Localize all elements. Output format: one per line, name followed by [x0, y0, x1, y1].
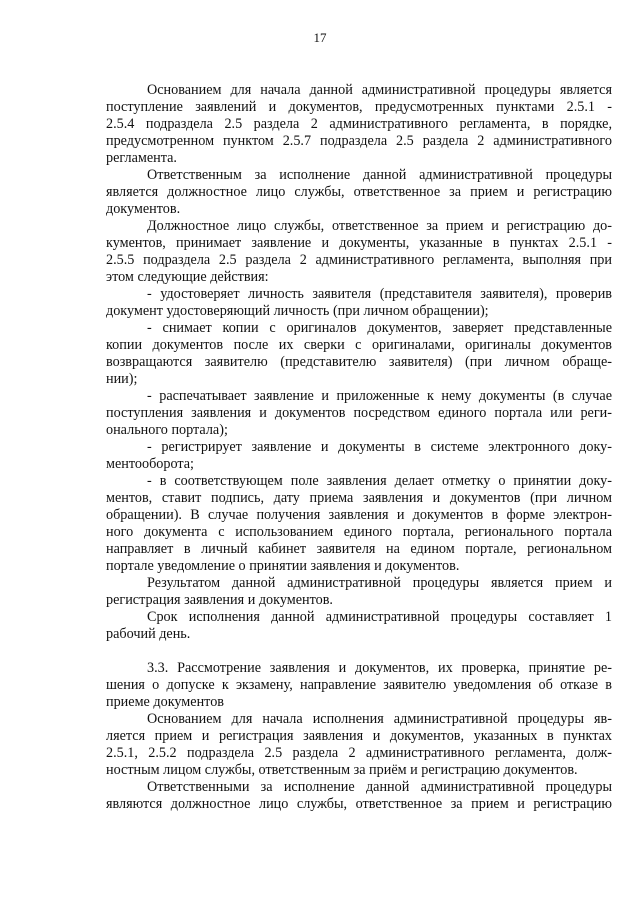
- text-line: регламента.: [106, 150, 177, 166]
- text-line: поступление заявлений и документов, предусмотренных пунктами 2.5.1 -: [106, 99, 612, 115]
- text-line: ностным лицом службы, ответственным за приём и регистрацию документов.: [106, 762, 578, 778]
- text-line: ляется прием и регистрация заявления и документов, указанных в пунктах: [106, 728, 612, 744]
- text-line: Основанием для начала исполнения административной процедуры яв-: [147, 711, 612, 727]
- text-line: ного документа с использованием единого портала, регионального портала: [106, 524, 612, 540]
- text-line: этом следующие действия:: [106, 269, 269, 285]
- list-item-line: - регистрирует заявление и документы в системе электронного доку-: [147, 439, 612, 455]
- text-line: обращении). В случае получения заявления и документов в форме электрон-: [106, 507, 612, 523]
- text-line: поступления заявления и документов посредством единого портала или реги-: [106, 405, 612, 421]
- text-line: регистрация заявления и документов.: [106, 592, 333, 608]
- text-line: кументов, принимает заявление и документы, указанные в пунктах 2.5.1 -: [106, 235, 612, 251]
- text-line: Должностное лицо службы, ответственное за прием и регистрацию до-: [147, 218, 612, 234]
- text-line: рабочий день.: [106, 626, 191, 642]
- text-line: Ответственными за исполнение данной административной процедуры: [147, 779, 612, 795]
- text-line: портале уведомление о принятии заявления и документов.: [106, 558, 460, 574]
- text-line: направляет в личный кабинет заявителя на едином портале, региональном: [106, 541, 612, 557]
- text-line: документов.: [106, 201, 181, 217]
- text-line: является должностное лицо службы, ответственное за прием и регистрацию: [106, 184, 612, 200]
- text-line: копии документов после их сверки с оригиналами, оригиналы документов: [106, 337, 612, 353]
- section-heading-line: шения о допуске к экзамену, направление заявителю уведомления об отказе в: [106, 677, 612, 693]
- section-heading-line: 3.3. Рассмотрение заявления и документов, их проверка, принятие ре-: [147, 660, 612, 676]
- text-line: Результатом данной административной процедуры является прием и: [147, 575, 612, 591]
- text-line: нии);: [106, 371, 138, 387]
- text-line: ментов, ставит подпись, дату приема заявления и документов (при личном: [106, 490, 612, 506]
- text-line: возвращаются заявителю (представителю заявителя) (при личном обраще-: [106, 354, 612, 370]
- text-line: Ответственным за исполнение данной административной процедуры: [147, 167, 612, 183]
- text-line: онального портала);: [106, 422, 228, 438]
- text-line: документ удостоверяющий личность (при личном обращении);: [106, 303, 489, 319]
- list-item-line: - снимает копии с оригиналов документов, заверяет представленные: [147, 320, 612, 336]
- text-line: 2.5.5 подраздела 2.5 раздела 2 административного регламента, выполняя при: [106, 252, 612, 268]
- page-number: 17: [313, 30, 327, 45]
- list-item-line: - в соответствующем поле заявления делает отметку о принятии доку-: [147, 473, 612, 489]
- text-line: предусмотренном пунктом 2.5.7 подраздела 2.5 раздела 2 административного: [106, 133, 612, 149]
- text-line: 2.5.4 подраздела 2.5 раздела 2 административного регламента, в порядке,: [106, 116, 612, 132]
- list-item-line: - удостоверяет личность заявителя (представителя заявителя), проверив: [147, 286, 612, 302]
- text-line: Основанием для начала данной административной процедуры является: [147, 82, 612, 98]
- text-line: Срок исполнения данной административной процедуры составляет 1: [147, 609, 612, 625]
- text-line: 2.5.1, 2.5.2 подраздела 2.5 раздела 2 административного регламента, долж-: [106, 745, 612, 761]
- text-line: ментооборота;: [106, 456, 194, 472]
- text-line: являются должностное лицо службы, ответственное за прием и регистрацию: [106, 796, 612, 812]
- list-item-line: - распечатывает заявление и приложенные к нему документы (в случае: [147, 388, 612, 404]
- section-heading-line: приеме документов: [106, 694, 224, 710]
